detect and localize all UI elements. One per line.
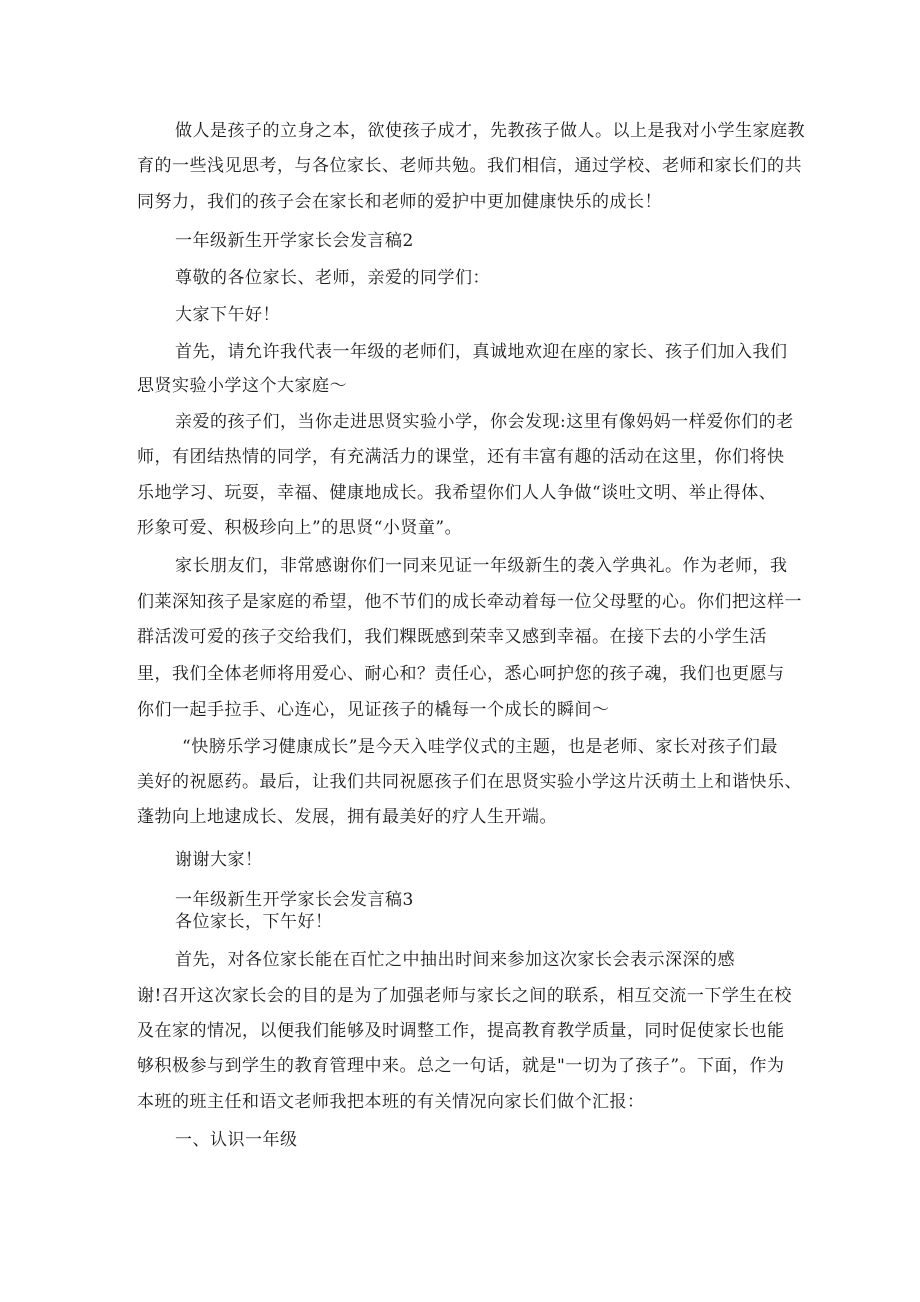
section-heading: 一年级新生开学家长会发言稿2 (175, 231, 414, 251)
text-line: 思贤实验小学这个大家庭～ (137, 376, 347, 396)
subsection-heading: 一、认识一年级 (175, 1130, 298, 1150)
text-line: 同努力，我们的孩子会在家长和老师的爱护中更加健康快乐的成长！ (137, 192, 662, 212)
text-line: 各位家长，下午好！ (175, 912, 333, 932)
text-line: 首先，请允许我代表一年级的老师们，真诚地欢迎在座的家长、孩子们加入我们 (175, 342, 788, 362)
text-line: 家长朋友们，非常感谢你们一同来见证一年级新生的袭入学典礼。作为老师，我 (175, 556, 788, 576)
text-line: 谢谢大家！ (175, 850, 263, 870)
text-line: 们莱深知孩子是家庭的希望，他不节们的成长牵动着每一位父母墅的心。你们把这样一 (137, 592, 802, 612)
text-line: 本班的班主任和语文老师我把本班的有关情况向家长们做个汇报： (137, 1092, 645, 1112)
text-line: 里，我们全体老师将用爱心、耐心和？责任心，悉心呵护您的孩子魂，我们也更愿与 (137, 664, 785, 684)
text-line: 你们一起手拉手、心连心，见证孩子的橇每一个成长的瞬间～ (137, 700, 610, 720)
text-line: 形象可爱、积极珍向上”的思贤“小贤童”。 (137, 518, 463, 538)
text-line: 首先，对各位家长能在百忙之中抽出时间来参加这次家长会表示深深的感 (175, 950, 735, 970)
section-heading: 一年级新生开学家长会发言稿3 (175, 890, 414, 910)
text-line: 蓬勃向上地逮成长、发展，拥有最美好的疗人生开端。 (137, 807, 557, 827)
text-line: 亲爱的孩子们，当你走进思贤实验小学，你会发现:这里有像妈妈一样爱你们的老 (175, 412, 794, 432)
text-line: 美好的祝愿药。最后，让我们共同祝愿孩子们在思贤实验小学这片沃萌土上和谐快乐、 (137, 772, 802, 792)
text-line: 师，有团结热情的同学，有充满活力的课堂，还有丰富有趣的活动在这里，你们将快 (137, 447, 785, 467)
text-line: 群活泼可爱的孩子交给我们，我们粿既感到荣幸又感到幸福。在接下去的小学生活 (137, 627, 767, 647)
text-line: 谢!召开这次家长会的目的是为了加强老师与家长之间的联系，相互交流一下学生在校 (137, 986, 792, 1006)
text-line: 做人是孩子的立身之本，欲使孩子成才，先教孩子做人。以上是我对小学生家庭教 (175, 121, 805, 141)
text-line: 乐地学习、玩耍，幸福、健康地成长。我希望你们人人争做“谈吐文明、举止得体、 (137, 483, 777, 503)
text-line: 及在家的情况，以便我们能够及时调整工作，提高教育教学质量，同时促使家长也能 (137, 1021, 785, 1041)
text-line: 够积极参与到学生的教育管理中来。总之一句话，就是"一切为了孩子”。下面，作为 (137, 1056, 785, 1076)
text-line: 大家下午好！ (175, 305, 280, 325)
text-line: “快膀乐学习健康成长”是今天入哇学仪式的主题，也是老师、家长对孩子们最 (182, 737, 778, 757)
text-line: 尊敬的各位家长、老师，亲爱的同学们： (175, 268, 490, 288)
text-line: 育的一些浅见思考，与各位家长、老师共勉。我们相信，通过学校、老师和家长们的共 (137, 156, 802, 176)
